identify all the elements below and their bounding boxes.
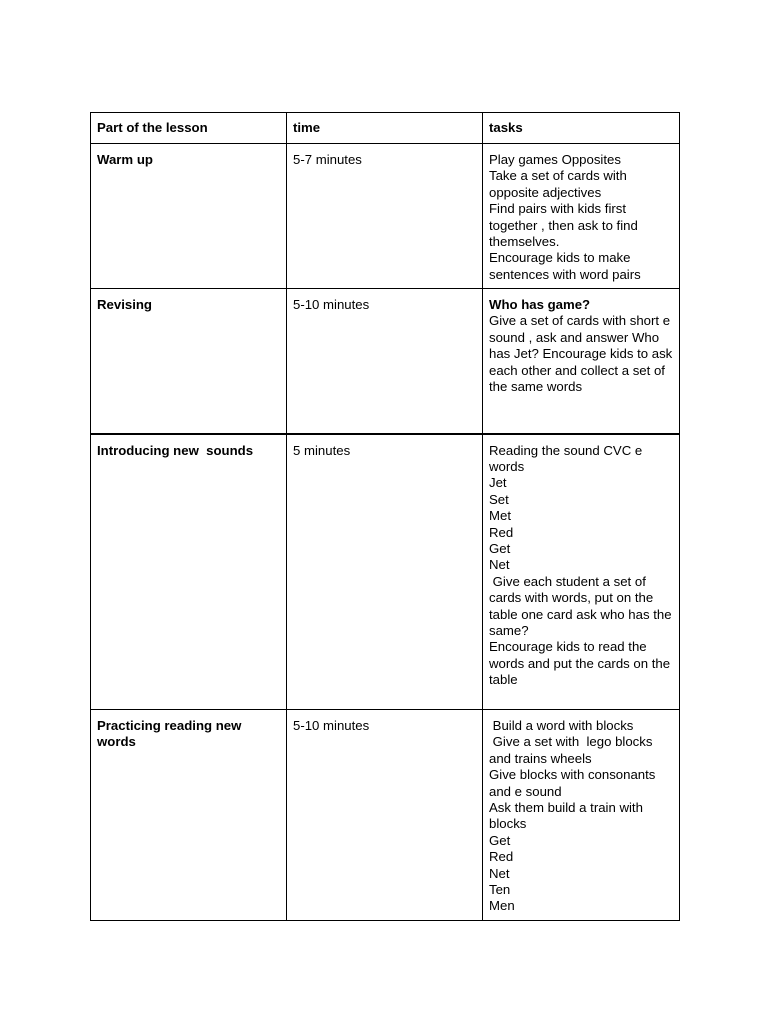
row-tasks bbox=[483, 710, 680, 921]
task-line: Net bbox=[489, 557, 510, 573]
table-row bbox=[91, 289, 680, 434]
table-row bbox=[91, 144, 680, 289]
row-time: 5 minutes bbox=[287, 434, 483, 710]
row-time: 5-7 minutes bbox=[287, 144, 483, 289]
task-line: Take a set of cards with opposite adjectives bbox=[489, 168, 631, 200]
task-line: Give a set with lego blocks and trains wheels bbox=[489, 734, 657, 766]
row-part: Warm up bbox=[91, 144, 287, 289]
task-line: Ten bbox=[489, 882, 511, 898]
task-line: Build a word with blocks bbox=[489, 718, 634, 733]
task-line: Encourage kids to read the words and put the cards on the table bbox=[489, 639, 674, 688]
task-line: Reading the sound CVC e words bbox=[489, 442, 646, 474]
row-tasks bbox=[483, 144, 680, 289]
row-time: 5-10 minutes bbox=[287, 710, 483, 921]
header-part: Part of the lesson bbox=[91, 113, 287, 144]
row-tasks bbox=[483, 434, 680, 710]
task-line: Men bbox=[489, 898, 515, 914]
task-line: Red bbox=[489, 524, 514, 540]
task-line: Give blocks with consonants and e sound bbox=[489, 767, 660, 799]
task-line: Get bbox=[489, 540, 511, 556]
row-part: Practicing reading new words bbox=[91, 710, 287, 921]
table-row bbox=[91, 434, 680, 710]
task-line: Ask them build a train with blocks bbox=[489, 800, 647, 832]
row-tasks bbox=[483, 289, 680, 434]
row-time: 5-10 minutes bbox=[287, 289, 483, 434]
task-line: Give each student a set of cards with words, put on the table one card ask who has the same? bbox=[489, 573, 676, 638]
lesson-plan-table bbox=[90, 112, 680, 921]
task-line: Red bbox=[489, 849, 514, 865]
header-tasks: tasks bbox=[483, 113, 680, 144]
task-line: Find pairs with kids first together , then ask to find themselves. bbox=[489, 201, 642, 250]
task-line: Get bbox=[489, 832, 511, 848]
table-row bbox=[91, 710, 680, 921]
task-line: Encourage kids to make sentences with word pairs bbox=[489, 250, 641, 282]
task-line: Give a set of cards with short e sound , ask and answer Who has Jet? Encourage kids to ask each other and collect a set of the same words bbox=[489, 313, 676, 395]
task-line: Net bbox=[489, 865, 510, 881]
task-line: Met bbox=[489, 508, 511, 524]
row-part: Introducing new sounds bbox=[91, 434, 287, 710]
task-line: Play games Opposites bbox=[489, 152, 621, 167]
task-line: Jet bbox=[489, 475, 507, 491]
row-part: Revising bbox=[91, 289, 287, 434]
header-time: time bbox=[287, 113, 483, 144]
task-line: Set bbox=[489, 491, 509, 507]
table-header-row bbox=[91, 113, 680, 144]
task-title: Who has game? bbox=[489, 297, 591, 312]
